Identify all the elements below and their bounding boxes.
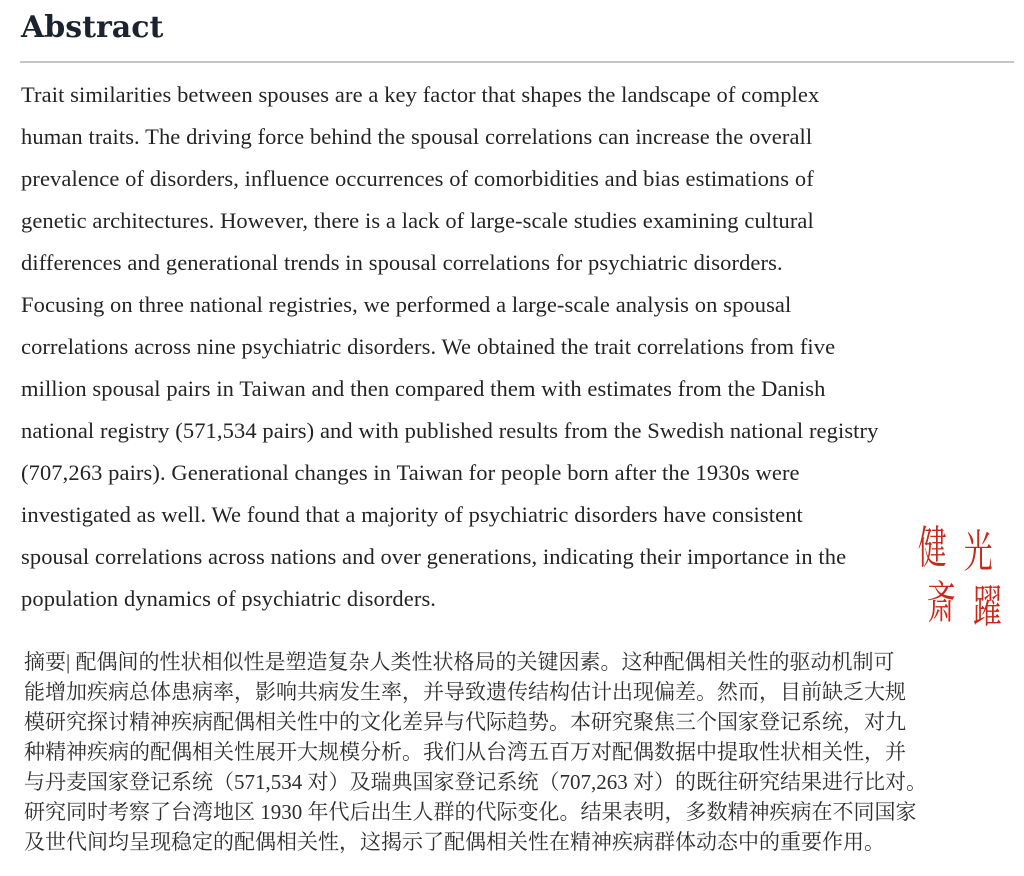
english-abstract-paragraph [21, 74, 1019, 620]
english-abstract-line: million spousal pairs in Taiwan and then compared them with estimates from the Danish [21, 376, 826, 401]
english-abstract-line: human traits. The driving force behind the spousal correlations can increase the overall [21, 124, 813, 149]
seal-character-bottom-left: 斎 [926, 576, 956, 629]
seal-character-top-right: 光 [963, 525, 993, 578]
english-abstract-line: prevalence of disorders, influence occurrences of comorbidities and bias estimations of [21, 166, 814, 191]
abstract-heading: Abstract [21, 10, 164, 45]
chinese-abstract-line: 研究同时考察了台湾地区 1930 年代后出生人群的代际变化。结果表明，多数精神疾病在不同国家 [24, 800, 917, 824]
seal-character-bottom-right: 躍 [972, 580, 1002, 633]
english-abstract-line: investigated as well. We found that a majority of psychiatric disorders have consistent [21, 502, 803, 527]
english-abstract-line: differences and generational trends in spousal correlations for psychiatric disorders. [21, 250, 783, 275]
english-abstract-line: national registry (571,534 pairs) and with published results from the Swedish national registry [21, 418, 879, 443]
english-abstract-line: Trait similarities between spouses are a key factor that shapes the landscape of complex [21, 82, 820, 107]
chinese-abstract-line: 及世代间均呈现稳定的配偶相关性，这揭示了配偶相关性在精神疾病群体动态中的重要作用。 [24, 830, 885, 854]
english-abstract-line: Focusing on three national registries, we performed a large-scale analysis on spousal [21, 292, 792, 317]
chinese-abstract-line: 能增加疾病总体患病率，影响共病发生率，并导致遗传结构估计出现偏差。然而，目前缺乏大规 [24, 680, 906, 704]
chinese-abstract-line: 与丹麦国家登记系统（571,534 对）及瑞典国家登记系统（707,263 对）的既往研究结果进行比对。 [24, 770, 927, 794]
chinese-abstract-line: 模研究探讨精神疾病配偶相关性中的文化差异与代际趋势。本研究聚焦三个国家登记系统，对九 [24, 710, 906, 734]
chinese-abstract-paragraph [24, 647, 1020, 857]
english-abstract-line: population dynamics of psychiatric disorders. [21, 586, 437, 611]
english-abstract-line: spousal correlations across nations and over generations, indicating their importance in the [21, 544, 847, 569]
seal-character-top-left: 健 [917, 521, 947, 574]
heading-divider [20, 61, 1014, 63]
english-abstract-line: genetic architectures. However, there is a lack of large-scale studies examining cultural [21, 208, 814, 233]
english-abstract-line: correlations across nine psychiatric disorders. We obtained the trait correlations from five [21, 334, 836, 359]
english-abstract-line: (707,263 pairs). Generational changes in Taiwan for people born after the 1930s were [21, 460, 800, 485]
chinese-abstract-line: 种精神疾病的配偶相关性展开大规模分析。我们从台湾五百万对配偶数据中提取性状相关性，并 [24, 740, 906, 764]
chinese-abstract-line: 摘要| 配偶间的性状相似性是塑造复杂人类性状格局的关键因素。这种配偶相关性的驱动机制可 [24, 650, 895, 674]
